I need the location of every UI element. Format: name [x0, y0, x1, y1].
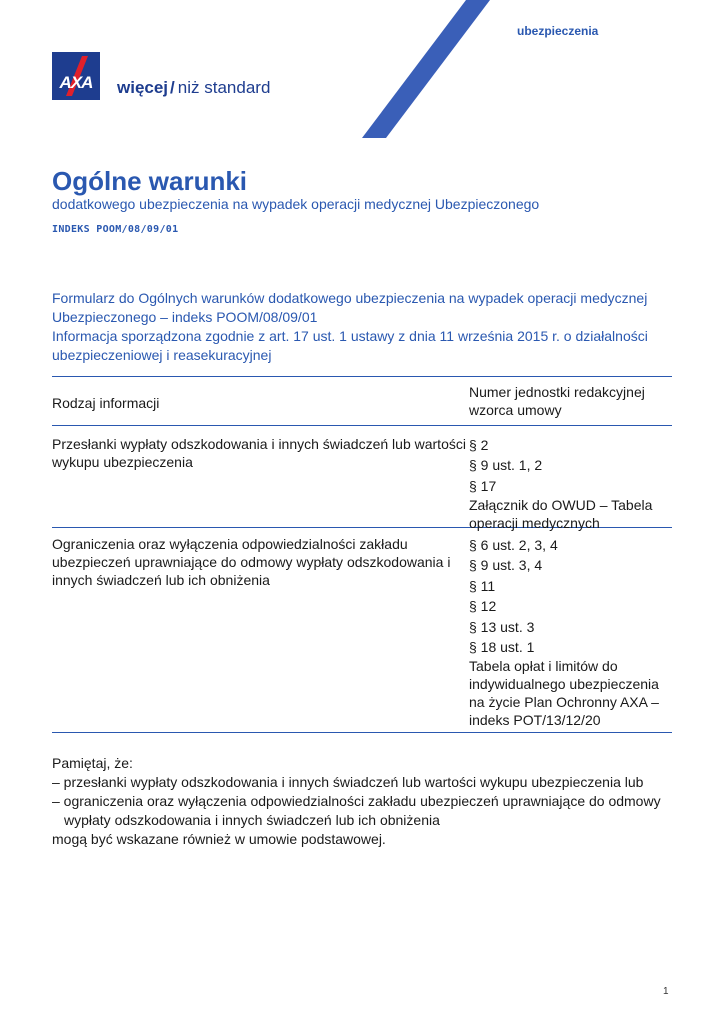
- header-unit-number: Numer jednostki redakcyjnej wzorca umowy: [469, 384, 645, 418]
- table-header-row: [52, 377, 672, 426]
- axa-logo: [52, 52, 100, 100]
- unit-ref: § 9 ust. 1, 2: [469, 457, 543, 474]
- unit-ref: § 12: [469, 598, 497, 615]
- tagline-bold: więcej: [117, 78, 169, 97]
- note-outro: mogą być wskazane również w umowie podstawowej.: [52, 831, 386, 847]
- page-number: 1: [663, 986, 669, 997]
- note-item: – przesłanki wypłaty odszkodowania i innych świadczeń lub wartości wykupu ubezpieczenia lub: [52, 774, 644, 790]
- tagline-slash: /: [170, 78, 175, 97]
- document-index: INDEKS POOM/08/09/01: [52, 224, 179, 235]
- note-item: – ograniczenia oraz wyłączenia odpowiedzialności zakładu ubezpieczeń uprawniające do odmowy wypłaty odszkodowania i innych świadczeń lub ich obniżenia: [52, 793, 661, 828]
- form-info: [52, 289, 677, 365]
- form-info-line-1: Formularz do Ogólnych warunków dodatkowego ubezpieczenia na wypadek operacji medycznej Ubezpieczonego – indeks POOM/08/09/01: [52, 290, 648, 325]
- category-label: ubezpieczenia: [517, 24, 599, 38]
- information-table: [52, 376, 672, 733]
- header-info-type: Rodzaj informacji: [52, 394, 160, 411]
- unit-ref: § 6 ust. 2, 3, 4: [469, 537, 558, 553]
- unit-ref: Tabela opłat i limitów do indywidualnego ubezpieczenia na życie Plan Ochronny AXA – indeks POT/13/12/20: [469, 658, 659, 729]
- document-subtitle: dodatkowego ubezpieczenia na wypadek operacji medycznej Ubezpieczonego: [52, 196, 540, 212]
- unit-ref: Załącznik do OWUD – Tabela operacji medycznych: [469, 497, 653, 532]
- row-unit-numbers: [469, 435, 672, 532]
- row-unit-numbers: [469, 535, 672, 732]
- note-intro: Pamiętaj, że:: [52, 755, 133, 771]
- document-title: Ogólne warunki: [52, 166, 248, 196]
- unit-ref: § 18 ust. 1: [469, 639, 535, 656]
- unit-ref: § 13 ust. 3: [469, 618, 535, 635]
- unit-ref: § 11: [469, 577, 496, 594]
- form-info-line-2: Informacja sporządzona zgodnie z art. 17 ust. 1 ustawy z dnia 11 września 2015 r. o działalności ubezpieczeniowej i reasekuracyjnej: [52, 328, 648, 363]
- tagline-rest: niż standard: [177, 78, 271, 97]
- brand-tagline: [117, 77, 270, 99]
- table-row: [52, 426, 672, 532]
- reminder-note: [52, 754, 682, 849]
- unit-ref: § 17: [469, 477, 497, 494]
- unit-ref: § 2: [469, 437, 489, 453]
- logo-text: AXA: [59, 73, 93, 92]
- row-info-type: Przesłanki wypłaty odszkodowania i innych świadczeń lub wartości wykupu ubezpieczenia: [52, 436, 466, 470]
- decorative-diagonal-stripe: [362, 0, 490, 138]
- row-info-type: Ograniczenia oraz wyłączenia odpowiedzialności zakładu ubezpieczeń uprawniające do odmowy wypłaty odszkodowania i innych świadczeń lub ich obniżenia: [52, 536, 451, 588]
- unit-ref: § 9 ust. 3, 4: [469, 557, 543, 574]
- table-row: [52, 528, 672, 733]
